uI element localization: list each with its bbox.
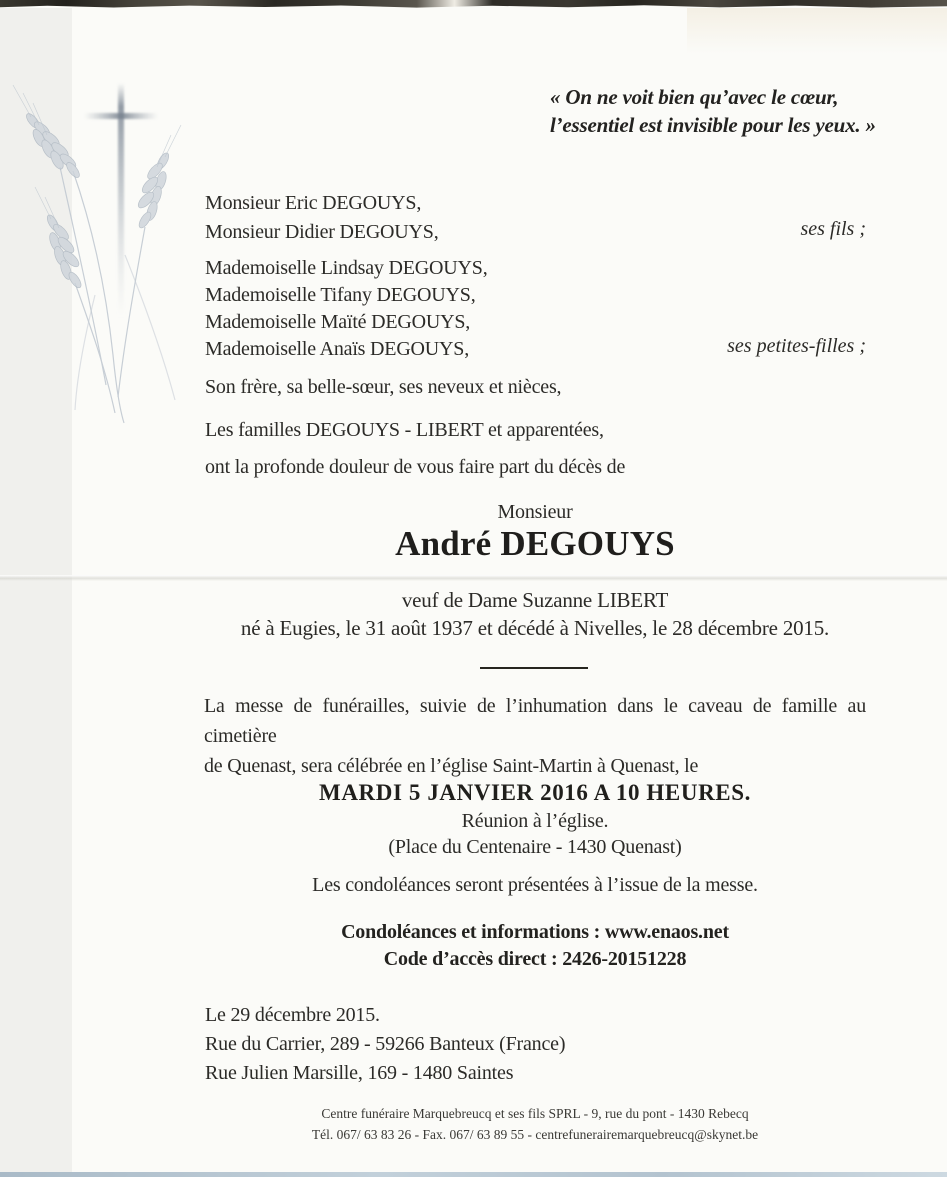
- ceremony-place: (Place du Centenaire - 1430 Quenast): [388, 836, 682, 858]
- families-line: Les familles DEGOUYS - LIBERT et apparentées,: [205, 419, 604, 441]
- spouse-line: veuf de Dame Suzanne LIBERT: [401, 588, 669, 612]
- cross-and-wheat-icon: [5, 55, 215, 430]
- announcement-line: ont la profonde douleur de vous faire part du décès de: [205, 456, 626, 478]
- address-line: Rue du Carrier, 289 - 59266 Banteux (France): [205, 1033, 566, 1055]
- relation-label-granddaughters: ses petites-filles ;: [727, 335, 866, 357]
- funeral-home-address: Centre funéraire Marquebreucq et ses fils SPRL - 9, rue du pont - 1430 Rebecq: [321, 1106, 749, 1121]
- granddaughter-name: Mademoiselle Tifany DEGOUYS,: [205, 284, 476, 306]
- online-condolences-line: Condoléances et informations : www.enaos.net: [341, 921, 729, 943]
- son-name: Monsieur Eric DEGOUYS,: [205, 192, 422, 214]
- funeral-home-footer: [205, 1103, 865, 1145]
- online-access-code-line: Code d’accès direct : 2426-20151228: [383, 948, 687, 970]
- ceremony-meeting: Réunion à l’église.: [461, 810, 609, 832]
- paper-corner-tint: [687, 8, 947, 54]
- deceased-name: André DEGOUYS: [395, 524, 675, 563]
- granddaughter-name: Mademoiselle Anaïs DEGOUYS,: [205, 338, 470, 360]
- funeral-home-contact: Tél. 067/ 63 83 26 - Fax. 067/ 63 89 55 - centrefunerairemarquebreucq@skynet.be: [311, 1127, 759, 1142]
- relation-label-sons: ses fils ;: [800, 218, 866, 240]
- family-group-sons: [205, 189, 866, 247]
- quote-line-1: « On ne voit bien qu’avec le cœur,: [550, 85, 839, 109]
- condolences-note: Les condoléances seront présentées à l’issue de la messe.: [312, 874, 758, 896]
- memorial-quote: [550, 83, 880, 139]
- paper-fold-crease: [0, 575, 947, 581]
- quote-line-2: l’essentiel est invisible pour les yeux. »: [550, 113, 876, 137]
- scan-edge-top: [0, 0, 947, 8]
- address-line: Rue Julien Marsille, 169 - 1480 Saintes: [205, 1062, 514, 1084]
- family-group-granddaughters: [205, 255, 866, 363]
- scan-edge-bottom: [0, 1172, 947, 1177]
- birth-death-line: né à Eugies, le 31 août 1937 et décédé à Nivelles, le 28 décembre 2015.: [240, 616, 830, 640]
- ceremony-intro: [204, 691, 866, 781]
- announcement-date: Le 29 décembre 2015.: [205, 1004, 380, 1026]
- son-name: Monsieur Didier DEGOUYS,: [205, 221, 439, 243]
- section-divider: [480, 667, 588, 669]
- family-addresses: [205, 1001, 805, 1088]
- deceased-title: Monsieur: [497, 501, 573, 523]
- ceremony-datetime: MARDI 5 JANVIER 2016 A 10 HEURES.: [319, 780, 751, 805]
- ceremony-intro-line-1: La messe de funérailles, suivie de l’inhumation dans le caveau de famille au cimetière: [204, 695, 866, 747]
- relatives-line: Son frère, sa belle-sœur, ses neveux et nièces,: [205, 376, 562, 398]
- granddaughter-name: Mademoiselle Lindsay DEGOUYS,: [205, 257, 488, 279]
- granddaughter-name: Mademoiselle Maïté DEGOUYS,: [205, 311, 471, 333]
- ceremony-intro-line-2: de Quenast, sera célébrée en l’église Saint-Martin à Quenast, le: [204, 755, 699, 777]
